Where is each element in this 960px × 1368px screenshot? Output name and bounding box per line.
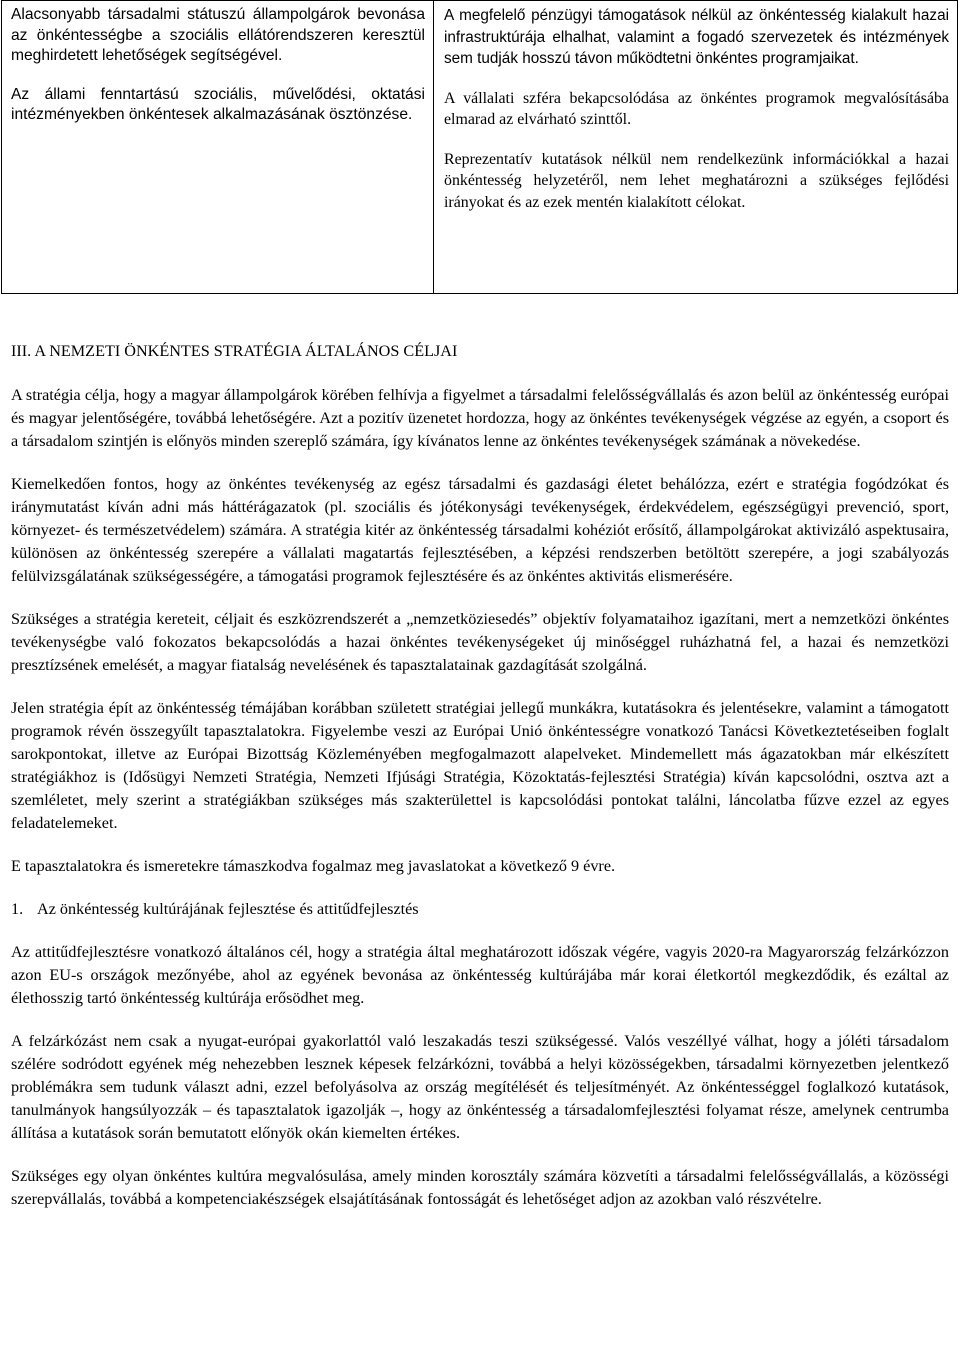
- left-cell-paragraph: Az állami fenntartású szociális, művelődési, oktatási intézményekben önkéntesek alkalmazásának ösztönzése.: [11, 85, 425, 123]
- body-paragraph: A stratégia célja, hogy a magyar állampolgárok körében felhívja a figyelmet a társadalmi felelősségvállalás és azon belül az önkéntesség európai és magyar jelentőségére, továbbá lehetőségére. Azt a pozitív üzenetet hordozza, hogy az önkéntes tevékenységek végzése az egyén, a csoport és a társadalom szintjén is előnyös minden szereplő számára, így kívánatos lenne az önkéntes tevékenységek számának a növekedése.: [11, 386, 949, 450]
- subsection-title-text: Az önkéntesség kultúrájának fejlesztése és attitűdfejlesztés: [37, 900, 419, 918]
- right-cell-paragraph: Reprezentatív kutatások nélkül nem rendelkezünk információkkal a hazai önkéntesség helyzetéről, nem lehet meghatározni a szükséges fejlődési irányokat és az ezek mentén kialakított célokat.: [444, 150, 949, 211]
- document-body: [11, 340, 949, 1231]
- body-paragraph: Szükséges egy olyan önkéntes kultúra megvalósulása, amely minden korosztály számára közvetíti a társadalmi felelősségvállalás, a közösségi szerepvállalás, továbbá a kompetenciakészségek elsajátításának fontosságát és lehetőséget adjon az azokban való részvételre.: [11, 1167, 949, 1208]
- body-paragraph: Kiemelkedően fontos, hogy az önkéntes tevékenység az egész társadalmi és gazdasági életet behálózza, ezért e stratégia fogódzókat és iránymutatást kíván adni más háttérágazatok (pl. szociális és jótékonysági tevékenységek, érdekvédelem, egészségügyi prevenció, sport, környezet- és természetvédelem) számára. A stratégia kitér az önkéntesség társadalmi kohéziót erősítő, állampolgárokat aktivizáló aspektusaira, különösen az önkéntesség szerepére a vállalati magatartás fejlesztésében, a képzési rendszerben betöltött szerepére, a jogi szabályozás felülvizsgálatának szükségességére, a támogatási programok fejlesztésére és az önkéntes aktivitás elismerésére.: [11, 475, 949, 585]
- left-cell-paragraph: Alacsonyabb társadalmi státuszú állampolgárok bevonása az önkéntességbe a szociális ellátórendszeren keresztül meghirdetett lehetőségek segítségével.: [11, 6, 425, 64]
- body-paragraph: A felzárkózást nem csak a nyugat-európai gyakorlattól való leszakadás teszi szükségessé. Valós veszéllyé válhat, hogy a jóléti társadalom szélére sodródott egyének még nehezebben lesznek képesek felzárkózni, továbbá a helyi közösségekben, társadalmi környezetben jelentkező problémákra sem tudunk választ adni, ezzel befolyásolva az ország megítélését és teljesítményét. Az önkéntességgel foglalkozó kutatások, tanulmányok hangsúlyozzák – és tapasztalatok igazolják –, hogy az önkéntesség a társadalomfejlesztési folyamat része, amelynek centrumba állítása a kutatások során bemutatott előnyök okán kiemelten értékes.: [11, 1032, 949, 1142]
- subsection-heading: [11, 898, 949, 921]
- right-cell-paragraph: A vállalati szféra bekapcsolódása az önkéntes programok megvalósításába elmarad az elvárható szinttől.: [444, 89, 949, 128]
- body-paragraph: E tapasztalatokra és ismeretekre támaszkodva fogalmaz meg javaslatokat a következő 9 évre.: [11, 857, 616, 875]
- subsection-number: 1.: [11, 900, 24, 918]
- right-cell-paragraph: A megfelelő pénzügyi támogatások nélkül az önkéntesség kialakult hazai infrastruktúrája elhalhat, valamint a fogadó szervezetek és intézmények sem tudják hosszú távon működtetni önkéntes programjaikat.: [444, 7, 949, 67]
- section-heading: III. A NEMZETI ÖNKÉNTES STRATÉGIA ÁLTALÁNOS CÉLJAI: [11, 342, 458, 360]
- body-paragraph: Jelen stratégia épít az önkéntesség témájában korábban született stratégiai jellegű munkákra, kutatásokra és jelentésekre, valamint a támogatott programok révén összegyűlt tapasztalatokra. Figyelembe veszi az Európai Unió önkéntességre vonatkozó Tanácsi Következtetéseiben foglalt sarokpontokat, illetve az Európai Bizottság Közleményében megfogalmazott alapelveket. Mindemellett más ágazatokban már elkészített stratégiákhoz is (Idősügyi Nemzeti Stratégia, Nemzeti Ifjúsági Stratégia, Közoktatás-fejlesztési Stratégia) kíván kapcsolódni, osztva azt a szemléletet, mely szerint a stratégiákban szükséges más szakterülettel is kapcsolódási pontokat találni, láncolatba fűzve ezzel az egyes feladatelemeket.: [11, 699, 949, 832]
- table-right-cell: [434, 1, 957, 293]
- body-paragraph: Az attitűdfejlesztésre vonatkozó általános cél, hogy a stratégia által meghatározott időszak végére, vagyis 2020-ra Magyarország felzárkózzon azon EU-s országok mezőnyébe, ahol az egyének bevonása az önkéntesség kultúrájába már korai életkortól megkezdődik, és ezáltal az élethosszig tartó önkéntesség kultúrája erősödhet meg.: [11, 943, 949, 1007]
- body-paragraph: Szükséges a stratégia kereteit, céljait és eszközrendszerét a „nemzetköziesedés” objektív folyamataihoz igazítani, mert a nemzetközi önkéntes tevékenységbe való fokozatos bekapcsolódás a hazai önkéntes tevékenységeket új minőséggel ruházhatná fel, a hazai és nemzetközi presztízsének emelését, a magyar fiatalság nevelésének és tapasztalatainak gazdagítását szolgálná.: [11, 610, 949, 674]
- issues-table: [1, 0, 958, 294]
- table-left-cell: [2, 1, 434, 293]
